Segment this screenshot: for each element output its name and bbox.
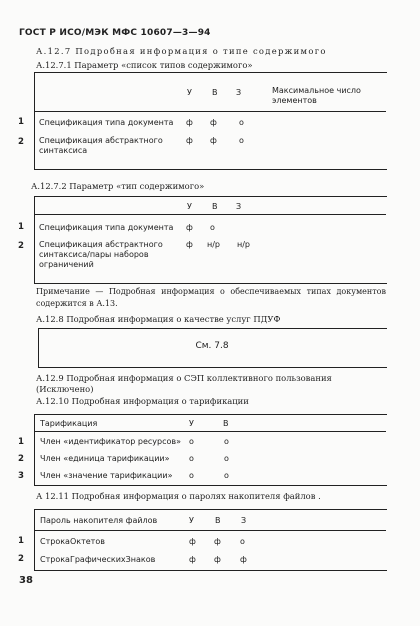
header-u: У xyxy=(187,88,192,97)
row-label: Спецификация абстрактного синтаксиса/пары наборов ограничений xyxy=(39,240,163,269)
section-title-a12-7: А.12.7 Подробная информация о типе содержимого xyxy=(36,46,327,56)
standard-header: ГОСТ Р ИСО/МЭК МФС 10607—3—94 xyxy=(19,28,211,38)
table-rule xyxy=(34,111,386,112)
header-v: В xyxy=(215,516,221,525)
cell-u: ф xyxy=(189,555,196,564)
header-v: В xyxy=(223,419,229,428)
row-number: 2 xyxy=(18,454,24,464)
note-text: Примечание — Подробная информация о обеспечиваемых типах документов содержится в А.13. xyxy=(36,287,386,308)
cell-u: о xyxy=(189,437,194,446)
section-title-a12-10: А.12.10 Подробная информация о тарификации xyxy=(36,396,249,406)
header-z: З xyxy=(236,88,242,97)
row-number: 3 xyxy=(18,471,24,481)
row-label: Член «идентификатор ресурсов» xyxy=(40,437,181,446)
row-label: Член «значение тарификации» xyxy=(40,471,173,480)
header-u: У xyxy=(187,202,192,211)
cell-v: о xyxy=(224,454,229,463)
row-number: 1 xyxy=(18,117,24,127)
cell-v: ф xyxy=(214,537,221,546)
header-v: В xyxy=(212,88,218,97)
cell-u: о xyxy=(189,471,194,480)
cell-z: ф xyxy=(240,555,247,564)
cell-z: о xyxy=(239,136,244,145)
table-caption-a12-7-1: А.12.7.1 Параметр «список типов содержимого» xyxy=(36,60,253,70)
row-label: СтрокаОктетов xyxy=(40,537,105,546)
table-rule xyxy=(34,530,386,531)
row-label: СтрокаГрафическихЗнаков xyxy=(40,555,156,564)
cell-u: ф xyxy=(186,136,193,145)
row-label: Спецификация абстрактного синтаксиса xyxy=(39,136,163,155)
cell-u: ф xyxy=(186,240,193,249)
row-number: 2 xyxy=(18,554,24,564)
reference-text: См. 7.8 xyxy=(195,341,229,351)
row-number: 2 xyxy=(18,241,24,251)
cell-v: ф xyxy=(214,555,221,564)
row-number: 1 xyxy=(18,437,24,447)
row-number: 2 xyxy=(18,137,24,147)
cell-z: о xyxy=(239,118,244,127)
header-z: З xyxy=(236,202,242,211)
header-password: Пароль накопителя файлов xyxy=(40,516,158,525)
section-title-a12-8: А.12.8 Подробная информация о качестве услуг ПДУФ xyxy=(36,314,281,324)
cell-v: ф xyxy=(210,118,217,127)
header-u: У xyxy=(189,419,194,428)
table-caption-a12-7-2: А.12.7.2 Параметр «тип содержимого» xyxy=(31,181,205,191)
section-title-a12-9: А.12.9 Подробная информация о СЭП коллективного пользования (Исключено) xyxy=(36,373,332,394)
row-number: 1 xyxy=(18,536,24,546)
cell-v: о xyxy=(224,471,229,480)
cell-u: о xyxy=(189,454,194,463)
page-number: 38 xyxy=(19,575,33,586)
row-number: 1 xyxy=(18,222,24,232)
header-tariff: Тарификация xyxy=(40,419,98,428)
cell-z: о xyxy=(240,537,245,546)
header-v: В xyxy=(212,202,218,211)
cell-u: ф xyxy=(186,223,193,232)
table-rule xyxy=(34,431,386,432)
row-label: Член «единица тарификации» xyxy=(40,454,170,463)
header-u: У xyxy=(189,516,194,525)
cell-v: о xyxy=(210,223,215,232)
cell-z: н/р xyxy=(237,240,251,249)
cell-u: ф xyxy=(186,118,193,127)
section-title-a12-11: А 12.11 Подробная информация о паролях накопителя файлов . xyxy=(36,491,321,501)
cell-v: о xyxy=(224,437,229,446)
cell-u: ф xyxy=(189,537,196,546)
table-rule xyxy=(34,214,386,215)
cell-v: ф xyxy=(210,136,217,145)
row-label: Спецификация типа документа xyxy=(39,118,174,127)
header-z: З xyxy=(241,516,247,525)
row-label: Спецификация типа документа xyxy=(39,223,174,232)
header-max-elements: Максимальное число элементов xyxy=(272,86,361,105)
cell-v: н/р xyxy=(207,240,221,249)
